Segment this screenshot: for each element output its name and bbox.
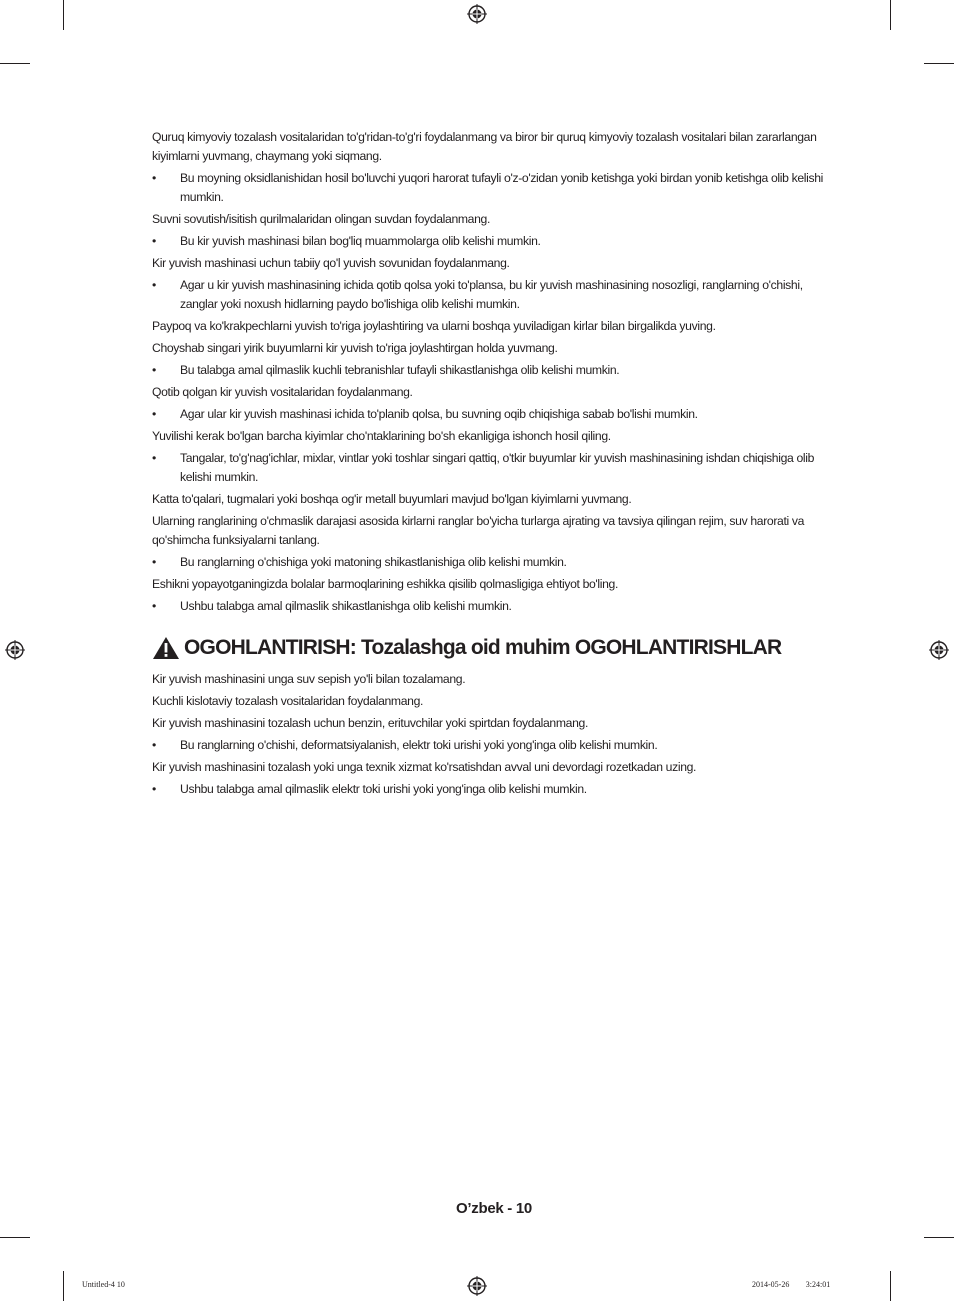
bullet-text: Bu kir yuvish mashinasi bilan bog'liq muammolarga olib kelishi mumkin. (180, 234, 541, 248)
bullet-item (152, 276, 842, 314)
crop-mark (63, 0, 64, 30)
bullet-text: Bu ranglarning o'chishiga yoki matoning shikastlanishiga olib kelishi mumkin. (180, 555, 567, 569)
bullet-text: Bu talabga amal qilmaslik kuchli tebranishlar tufayli shikastlanishga olib kelishi mumkin. (180, 363, 620, 377)
warning-heading (152, 635, 842, 661)
bullet-item (152, 361, 842, 380)
document-body (152, 128, 842, 802)
paragraph: Suvni sovutish/isitish qurilmalaridan olingan suvdan foydalanmang. (152, 212, 490, 226)
bullet-item (152, 597, 842, 616)
bullet-item (152, 232, 842, 251)
bullet-item (152, 736, 842, 755)
paragraph: Paypoq va ko'krakpechlarni yuvish to'riga joylashtiring va ularni boshqa yuviladigan kirlar bilan birgalikda yuving. (152, 319, 716, 333)
bullet-symbol: • (152, 171, 156, 185)
crop-mark (63, 1271, 64, 1301)
crop-mark (0, 63, 30, 64)
bullet-text: Ushbu talabga amal qilmaslik shikastlanishga olib kelishi mumkin. (180, 599, 512, 613)
paragraph: Kir yuvish mashinasini tozalash uchun benzin, erituvchilar yoki spirtdan foydalanmang. (152, 716, 588, 730)
bullet-text: Agar ular kir yuvish mashinasi ichida to'planib qolsa, bu suvning oqib chiqishiga sabab bo'lishi mumkin. (180, 407, 698, 421)
page-footer (0, 1200, 954, 1217)
bullet-item (152, 405, 842, 424)
bullet-item (152, 553, 842, 572)
paragraph: Choyshab singari yirik buyumlarni kir yuvish to'riga joylashtirgan holda yuvmang. (152, 341, 558, 355)
registration-mark-icon (5, 640, 25, 660)
bullet-symbol: • (152, 234, 156, 248)
bullet-item (152, 169, 842, 207)
paragraph: Kir yuvish mashinasi uchun tabiiy qo'l yuvish sovunidan foydalanmang. (152, 256, 510, 270)
bullet-text: Tangalar, to'g'nag'ichlar, mixlar, vintlar yoki toshlar singari qattiq, o'tkir buyumlar kir yuvish mashinasining ishdan chiqishiga olib kelishi mumkin. (180, 451, 815, 484)
bullet-text: Agar u kir yuvish mashinasining ichida qotib qolsa yoki to'plansa, bu kir yuvish mashinasining nosozligi, ranglarning o'chishi, zanglar yoki noxush hidlarning paydo bo'lishiga olib kelishi mumkin. (180, 278, 803, 311)
bullet-item (152, 780, 842, 799)
bullet-symbol: • (152, 451, 156, 465)
paragraph: Qotib qolgan kir yuvish vositalaridan foydalanmang. (152, 385, 413, 399)
warning-heading-text: OGOHLANTIRISH: Tozalashga oid muhim OGOHLANTIRISHLAR (184, 636, 782, 659)
registration-mark-icon (929, 640, 949, 660)
warning-triangle-icon (152, 636, 180, 660)
crop-mark (890, 0, 891, 30)
bullet-text: Ushbu talabga amal qilmaslik elektr toki urishi yoki yong'inga olib kelishi mumkin. (180, 782, 587, 796)
page-number: O’zbek - 10 (456, 1200, 532, 1217)
bullet-symbol: • (152, 555, 156, 569)
precautions-list (152, 128, 842, 616)
bullet-symbol: • (152, 782, 156, 796)
crop-mark (0, 1237, 30, 1238)
paragraph: Kir yuvish mashinasini unga suv sepish yo'li bilan tozalamang. (152, 672, 466, 686)
paragraph: Kuchli kislotaviy tozalash vositalaridan foydalanmang. (152, 694, 424, 708)
paragraph: Quruq kimyoviy tozalash vositalaridan to'g'ridan-to'g'ri foydalanmang va biror bir quruq kimyoviy tozalash vositalari bilan zararlangan kiyimlarni yuvmang, chaymang yoki siqmang. (152, 130, 817, 163)
crop-mark (890, 1271, 891, 1301)
bullet-text: Bu ranglarning o'chishi, deformatsiyalanish, elektr toki urishi yoki yong'inga olib kelishi mumkin. (180, 738, 658, 752)
bullet-symbol: • (152, 738, 156, 752)
slug-right: 2014-05-26 ￿￿ 3:24:01 (752, 1280, 831, 1289)
crop-mark (924, 63, 954, 64)
paragraph: Katta to'qalari, tugmalari yoki boshqa og'ir metall buyumlari mavjud bo'lgan kiyimlarni yuvmang. (152, 492, 632, 506)
bullet-text: Bu moyning oksidlanishidan hosil bo'luvchi yuqori harorat tufayli o'z-o'zidan yonib ketishga yoki birdan yonib ketishga olib kelishi mumkin. (180, 171, 823, 204)
paragraph: Yuvilishi kerak bo'lgan barcha kiyimlar cho'ntaklarining bo'sh ekanligiga ishonch hosil qiling. (152, 429, 611, 443)
registration-mark-icon (467, 4, 487, 24)
bullet-symbol: • (152, 599, 156, 613)
registration-mark-icon (467, 1276, 487, 1296)
cleaning-warnings-list (152, 670, 842, 799)
bullet-symbol: • (152, 407, 156, 421)
slug-left: Untitled-4 10 (82, 1280, 125, 1289)
bullet-symbol: • (152, 278, 156, 292)
bullet-symbol: • (152, 363, 156, 377)
bullet-item (152, 449, 842, 487)
paragraph: Eshikni yopayotganingizda bolalar barmoqlarining eshikka qisilib qolmasligiga ehtiyot bo'ling. (152, 577, 619, 591)
paragraph: Ularning ranglarining o'chmaslik darajasi asosida kirlarni ranglar bo'yicha turlarga ajrating va tavsiya qilingan rejim, suv harorati va qo'shimcha funksiyalarni tanlang. (152, 514, 805, 547)
crop-mark (924, 1237, 954, 1238)
paragraph: Kir yuvish mashinasini tozalash yoki unga texnik xizmat ko'rsatishdan avval uni devordagi rozetkadan uzing. (152, 760, 697, 774)
